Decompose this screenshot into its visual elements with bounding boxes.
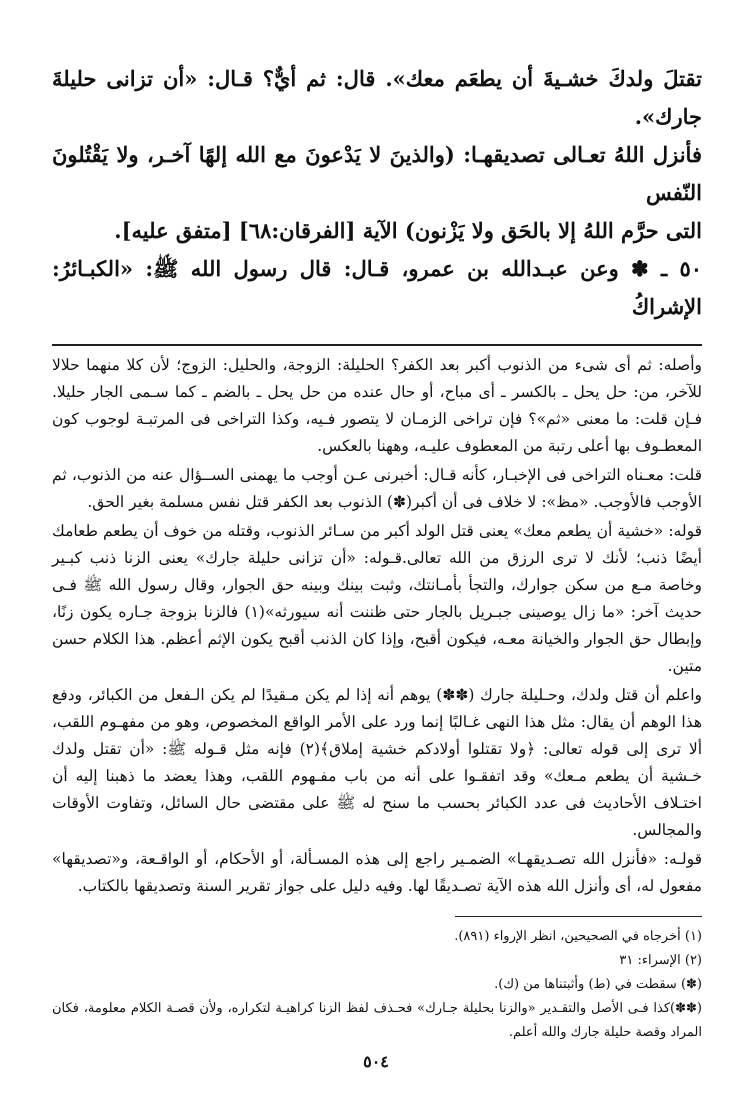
footnote-divider (455, 916, 702, 917)
footnote-item: (✽) سقطت في (ط) وأثبتناها من (ك). (494, 977, 702, 992)
hadith-text-block (52, 60, 702, 326)
commentary-paragraph: قلت: معـناه التراخى فى الإخبـار، كأنه قـال: أخبرنى عـن أوجب ما يهمنى الســؤال عنه من الذنوب، ثم الأوجب فالأوجب. «مظ»: لا خلاف فى أن أكبر(✽) الذنوب بعد الكفر قتل نفس مسلمة بغير الحق. (52, 466, 702, 511)
commentary-paragraph: قوله: «خشية أن يطعم معك» يعنى قتل الولد أكبر من سـائر الذنوب، وقتله من خوف أن يطعم طعامك أيضًا ذنب؛ لأنك لا ترى الرزق من الله تعالى.قـوله: «أن تزانى حليلة جارك» يعنى الزنا ذنب كبـير وخاصة مـع من سكن جوارك، والتجأ بأمـانتك، وثبت بينك وبينه حق الجوار، وقال رسول الله ﷺ فـى حديث آخر: «ما زال يوصينى جبـريل بالجار حتى ظننت أنه سيورثه»(١) فالزنا بزوجة جـاره يكون زنًا، وإبطال حق الجوار والخيانة معـه، فيكون أقبح، وإذا كان الذنب أقبح يكون الإثم أعظم. هذا الكلام حسن متين. (52, 522, 702, 675)
hadith-line: التى حرَّم اللهُ إلا بالحَق ولا يَزْنون) الآية [الفرقان:٦٨] [متفق عليه]. (114, 218, 702, 243)
footnotes-block (52, 925, 702, 1045)
commentary-paragraph: واعلم أن قتل ولدك، وحـليلة جارك (✽✽) يوهم أنه إذا لم يكن مـقيدًا لم يكن الـفعل من الكبائر، ودفع هذا الوهم أن يقال: مثل هذا النهى غـالبًا إنما ورد على الأمر الواقع المخصوص، وهو من مفهـوم اللقب، ألا ترى إلى قوله تعالى: ﴿ولا تقتلوا أولادكم خشية إملاق﴾(٢) فإنه مثل قـوله ﷺ: «أن تقتل ولدك خـشية أن يطعم مـعك» وقد اتفقـوا على أنه من باب مفـهوم اللقب، وهذا يعضد ما ذهبنا إليه أن اختـلاف الأحاديث فى عدد الكبائر بحسب ما سنح له ﷺ على مقتضى حال السائل، وتفاوت الأوقات والمجالس. (52, 686, 702, 839)
commentary-paragraph: قولـه: «فأنزل الله تصـديقهـا» الضمـير راجع إلى هذه المسـألة، أو الأحكام، أو الواقـعة، و«تصديقها» مفعول له، أى وأنزل الله هذه الآية تصـديقًا لها. وفيه دليل على جواز تقرير السنة وتصديقها بالكتاب. (52, 850, 702, 895)
footnote-item: (١) أخرجاه في الصحيحين، انظر الإرواء (٨٩١). (454, 929, 702, 944)
hadith-line: فأنزل اللهُ تعـالى تصديقهـا: (والذينَ لا يَدْعونَ مع الله إلهًا آخـر، ولا يَقْتُلونَ النّفس (52, 142, 702, 205)
document-page (52, 60, 702, 1045)
commentary-divider (52, 344, 702, 346)
hadith-line: تقتلَ ولدكَ خشـيةَ أن يطعَم معك». قال: ثم أيٌّ؟ قـال: «أن تزانى حليلةَ جارك». (52, 66, 702, 129)
commentary-block (52, 352, 702, 900)
commentary-paragraph: وأصله: ثم أى شىء من الذنوب أكبر بعد الكفر؟ الحليلة: الزوجة، والحليل: الزوج؛ لأن كلا منهما حلالا للآخر، من: حل يحل ـ بالكسر ـ أى مباح، أو حال عنده من حل يحل ـ بالضم ـ كما سـمى الجار حليلا. فـإن قلت: ما معنى «ثم»؟ فإن تراخى الزمـان لا يتصور فـيه، وكذا التراخى فى المرتبـة لوجوب كون المعطـوف بها أعلى رتبة من المعطوف عليـه، وههنا بالعكس. (52, 356, 702, 455)
footnote-item: (✽✽)كذا فـى الأصل والتقـدير «والزنا بحليلة جـارك» فحـذف لفظ الزنا كراهيـة لتكراره، ولأن قصـة الكلام معلومة، فكان المراد وقصة حليلة جارك والله أعلم. (52, 1001, 702, 1040)
footnote-item: (٢) الإسراء: ٣١ (619, 953, 702, 968)
page-number: ٥٠٤ (363, 1052, 389, 1071)
hadith-line: ٥٠ ـ ✽ وعن عبـدالله بن عمرو، قـال: قال رسول الله ﷺ: «الكبـائرُ: الإشراكُ (52, 256, 702, 319)
